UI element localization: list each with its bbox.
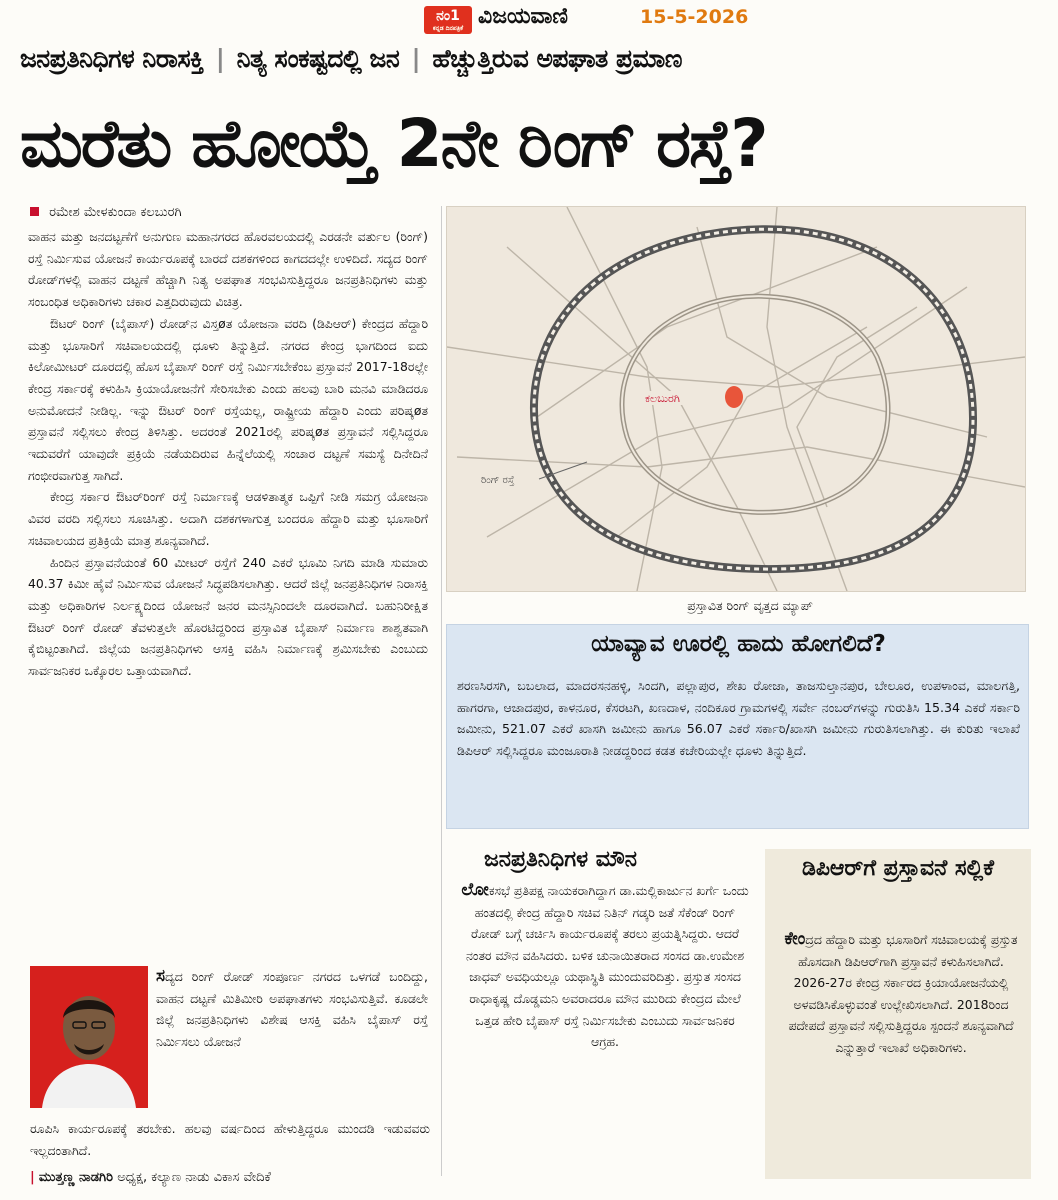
kicker — [20, 44, 1040, 88]
byline — [30, 205, 182, 220]
proposed-ring-road-dashes — [534, 229, 973, 569]
quote-author — [30, 1170, 271, 1185]
dpr-title: ಡಿಪಿಆರ್‌ಗೆ ಪ್ರಸ್ತಾವನೆ ಸಲ್ಲಿಕೆ — [801, 856, 995, 881]
kicker-part-2: ನಿತ್ಯ ಸಂಕಷ್ಟದಲ್ಲಿ ಜನ — [236, 44, 400, 73]
paper-name: ವಿಜಯವಾಣಿ — [478, 4, 569, 29]
silence-title: ಜನಪ್ರತಿನಿಧಿಗಳ ಮೌನ — [484, 847, 638, 872]
byline-text: ರಮೇಶ ಮೇಳಕುಂದಾ ಕಲಬುರಗಿ — [49, 205, 182, 220]
quote-text-bottom: ರೂಪಿಸಿ ಕಾರ್ಯರೂಪಕ್ಕೆ ತರಬೇಕು. ಹಲವು ವರ್ಷದಿಂದ ಹೇಳುತ್ತಿದ್ದರೂ ಮುಂದಡಿ ಇಡುವವರು ಇಲ್ಲದಂತಾಗಿದೆ. — [30, 1121, 430, 1158]
article-body — [28, 226, 428, 956]
quote-drop-cap: ಸ — [156, 966, 166, 986]
byline-bullet-icon — [30, 207, 39, 216]
villages-text: ಶರಣಸಿರಸಗಿ, ಬಬಲಾದ, ಮಾದರಸನಹಳ್ಳಿ, ಸಿಂದಗಿ, ಪಲ್ಲಾಪುರ, ಶೇಖ ರೋಜಾ, ತಾಜಸುಲ್ತಾನಪುರ, ಬೇಲೂರ, ಉಪಳಾಂವ, ಮಾಲಗತ್ತಿ, ಹಾಗರಗಾ, ಆಜಾದಪುರ, ಕಾಳನೂರ, ಕೆಸರಟಗಿ, ಖಣದಾಳ, ನಂದಿಕೂರ ಗ್ರಾಮಗಳಲ್ಲಿ ಸರ್ವೇ ನಂಬರ್‌ಗಳನ್ನು ಗುರುತಿಸಿ 15.34 ಎಕರೆ ಸರ್ಕಾರಿ ಜಮೀನು, 521.07 ಎಕರೆ ಖಾಸಗಿ ಜಮೀನು ಹಾಗೂ 56.07 ಎಕರೆ ಸರ್ಕಾರಿ/ಖಾಸಗಿ ಜಮೀನು ಗುರುತಿಸಲಾಗಿತ್ತು. ಈ ಕುರಿತು ಇಲಾಖೆ ಡಿಪಿಆರ್ ಸಲ್ಲಿಸಿದ್ದರೂ ಮಂಜೂರಾತಿ ನೀಡದ್ದರಿಂದ ಕಡತ ಕಚೇರಿಯಲ್ಲೇ ಧೂಳು ತಿನ್ನುತ್ತಿದೆ. — [457, 678, 1020, 758]
dpr-text: ದ್ರದ ಹೆದ್ದಾರಿ ಮತ್ತು ಭೂಸಾರಿಗೆ ಸಚಿವಾಲಯಕ್ಕೆ ಪ್ರಸ್ತುತ ಹೊಸದಾಗಿ ಡಿಪಿಆರ್‌ಗಾಗಿ ಪ್ರಸ್ತಾವನೆ ಕಳುಹಿಸಲಾಗಿದೆ. 2026-27ರ ಕೇಂದ್ರ ಸರ್ಕಾರದ ಕ್ರಿಯಾಯೋಜನೆಯಲ್ಲಿ ಅಳವಡಿಸಿಕೊಳ್ಳುವಂತೆ ಉಲ್ಲೇಖಿಸಲಾಗಿದೆ. 2018ರಿಂದ ಪದೇಪದೆ ಪ್ರಸ್ತಾವನೆ ಸಲ್ಲಿಸುತ್ತಿದ್ದರೂ ಸ್ಪಂದನೆ ಶೂನ್ಯವಾಗಿದೆ ಎನ್ನುತ್ತಾರೆ ಇಲಾಖೆ ಅಧಿಕಾರಿಗಳು. — [788, 932, 1018, 1055]
kicker-separator: | — [215, 44, 225, 73]
body-paragraph: ವಾಹನ ಮತ್ತು ಜನದಟ್ಟಣೆಗೆ ಅನುಗುಣ ಮಹಾನಗರದ ಹೊರವಲಯದಲ್ಲಿ ಎರಡನೇ ವರ್ತುಲ (ರಿಂಗ್) ರಸ್ತೆ ನಿರ್ಮಿಸುವ ಯೋಜನೆ ಕಾರ್ಯರೂಪಕ್ಕೆ ಬಾರದೆ ದಶಕಗಳಿಂದ ಕಾಗದದಲ್ಲೇ ಉಳಿದಿದೆ. ಸದ್ಯದ ರಿಂಗ್ ರೋಡ್‌ಗಳಲ್ಲಿ ವಾಹನ ದಟ್ಟಣೆ ಹೆಚ್ಚಾಗಿ ನಿತ್ಯ ಅಪಘಾತ ಸಂಭವಿಸುತ್ತಿದ್ದರೂ ಜನಪ್ರತಿನಿಧಿಗಳು ಮತ್ತು ಸಂಬಂಧಿತ ಅಧಿಕಾರಿಗಳು ಚಕಾರ ಎತ್ತದಿರುವುದು ವಿಚಿತ್ರ. — [28, 229, 428, 310]
body-paragraph: ಹಿಂದಿನ ಪ್ರಸ್ತಾವನೆಯಂತೆ 60 ಮೀಟರ್ ರಸ್ತೆಗೆ 240 ಎಕರೆ ಭೂಮಿ ನಿಗದಿ ಮಾಡಿ ಸುಮಾರು 40.37 ಕಿಮೀ ಹೈವೆ ನಿರ್ಮಿಸುವ ಯೋಜನೆ ಸಿದ್ಧಪಡಿಸಲಾಗಿತ್ತು. ಆದರೆ ಜಿಲ್ಲೆ ಜನಪ್ರತಿನಿಧಿಗಳ ನಿರಾಸಕ್ತಿ ಮತ್ತು ಅಧಿಕಾರಿಗಳ ನಿರ್ಲಕ್ಷ್ಯದಿಂದ ಯೋಜನೆ ಜನರ ಮನಸ್ಸಿನಿಂದಲೇ ದೂರವಾಗಿದೆ. ಬಹುನಿರೀಕ್ಷಿತ ಔಟರ್ ರಿಂಗ್ ರೋಡ್ ತೆವಳುತ್ತಲೇ ಹೊರಟಿದ್ದರಿಂದ ಪ್ರಸ್ತಾವಿತ ಬೈಪಾಸ್ ನಿರ್ಮಾಣ ಶಾಶ್ವತವಾಗಿ ಕೈಬಿಟ್ಟಂತಾಗಿದೆ. ಜಿಲ್ಲೆಯ ಜನಪ್ರತಿನಿಧಿಗಳು ಆಸಕ್ತಿ ವಹಿಸಿ ನಿರ್ಮಾಣಕ್ಕೆ ಶ್ರಮಿಸಬೇಕು ಎಂಬುದು ಸಾರ್ವಜನಿಕರ ಒಕ್ಕೊರಲ ಒತ್ತಾಯವಾಗಿದೆ. — [28, 554, 428, 679]
villages-title: ಯಾವ್ಯಾವ ಊರಲ್ಲಿ ಹಾದು ಹೋಗಲಿದೆ? — [591, 631, 886, 657]
author-name: ಮುತ್ತಣ್ಣ ನಾಡಗಿರಿ — [38, 1170, 114, 1185]
dpr-box — [765, 849, 1031, 1179]
silence-drop-cap: ಲೋ — [461, 880, 489, 900]
logo-text: ನಂ1 — [436, 8, 460, 24]
author-bar: | — [30, 1170, 35, 1185]
body-paragraph: ಕೇಂದ್ರ ಸರ್ಕಾರ ಔಟರ್‌ರಿಂಗ್ ರಸ್ತೆ ನಿರ್ಮಾಣಕ್ಕೆ ಆಡಳಿತಾತ್ಮಕ ಒಪ್ಪಿಗೆ ನೀಡಿ ಸಮಗ್ರ ಯೋಜನಾ ವಿವರ ವರದಿ ಸಲ್ಲಿಸಲು ಸೂಚಿಸಿತ್ತು. ಅದಾಗಿ ದಶಕಗಳಾಗುತ್ತ ಬಂದರೂ ಹೆದ್ದಾರಿ ಮತ್ತು ಭೂಸಾರಿಗೆ ಸಚಿವಾಲಯದ ಪ್ರತಿಕ್ರಿಯೆ ಮಾತ್ರ ಶೂನ್ಯವಾಗಿದೆ. — [28, 489, 428, 548]
ring-road-label: ರಿಂಗ್ ರಸ್ತೆ — [481, 475, 515, 486]
kicker-separator: | — [411, 44, 421, 73]
villages-box — [446, 624, 1029, 829]
dpr-text-block — [781, 929, 1021, 1059]
quote-text-block — [156, 966, 428, 1052]
map-graphic — [447, 207, 1025, 591]
city-center-marker — [725, 386, 743, 408]
author-role: ಅಧ್ಯಕ್ಷ, ಕಲ್ಯಾಣ ನಾಡು ವಿಕಾಸ ವೇದಿಕೆ — [117, 1170, 271, 1185]
kicker-part-3: ಹೆಚ್ಚುತ್ತಿರುವ ಅಪಘಾತ ಪ್ರಮಾಣ — [432, 44, 682, 73]
body-paragraph: ಔಟರ್ ರಿಂಗ್ (ಬೈಪಾಸ್) ರೋಡ್‌ನ ವಿಸ್ತøತ ಯೋಜನಾ ವರದಿ (ಡಿಪಿಆರ್) ಕೇಂದ್ರದ ಹೆದ್ದಾರಿ ಮತ್ತು ಭೂಸಾರಿಗೆ ಸಚಿವಾಲಯದಲ್ಲಿ ಧೂಳು ತಿನ್ನುತ್ತಿದೆ. ನಗರದ ಕೇಂದ್ರ ಭಾಗದಿಂದ ಐದು ಕಿಲೋಮೀಟರ್ ದೂರದಲ್ಲಿ ಹೊಸ ಬೈಪಾಸ್ ರಿಂಗ್ ರಸ್ತೆ ನಿರ್ಮಿಸಬೇಕೆಂಬ ಪ್ರಸ್ತಾವನೆ 2017-18ರಲ್ಲೇ ಕೇಂದ್ರ ಸರ್ಕಾರಕ್ಕೆ ಕಳುಹಿಸಿ ಕ್ರಿಯಾಯೋಜನೆಗೆ ಸೇರಿಸಬೇಕು ಎಂದು ಹಲವು ಬಾರಿ ಮನವಿ ಮಾಡಿದರೂ ಅನುಮೋದನೆ ನೀಡಿಲ್ಲ. ಇನ್ನು ಔಟರ್ ರಿಂಗ್ ರಸ್ತೆಯಲ್ಲ, ರಾಷ್ಟ್ರೀಯ ಹೆದ್ದಾರಿ ಎಂದು ಪರಿಷ್ಕøತ ಪ್ರಸ್ತಾವನೆ ಸಲ್ಲಿಸಲು ಕೇಂದ್ರ ತಿಳಿಸಿತ್ತು. ಅದರಂತೆ 2021ರಲ್ಲಿ ಪರಿಷ್ಕøತ ಪ್ರಸ್ತಾವನೆ ಸಲ್ಲಿಸಿದ್ದರೂ ಇದುವರೆಗೆ ಯಾವುದೇ ಪ್ರಕ್ರಿಯೆ ನಡೆಯದಿರುವ ಹಿನ್ನೆಲೆಯಲ್ಲಿ ಸಂಚಾರ ದಟ್ಟಣೆ ಸಮಸ್ಯೆ ದಿನೇದಿನೆ ಗಂಭೀರವಾಗುತ್ತ ಸಾಗಿದೆ. — [28, 315, 428, 483]
portrait-graphic — [30, 966, 148, 1108]
dpr-drop-cap: ಕೇಂ — [784, 929, 806, 949]
quote-text-top: ದ್ಯದ ರಿಂಗ್ ರೋಡ್ ಸಂಪೂರ್ಣ ನಗರದ ಒಳಗಡೆ ಬಂದಿದ್ದು, ವಾಹನ ದಟ್ಟಣೆ ಮಿತಿಮೀರಿ ಅಪಘಾತಗಳು ಸಂಭವಿಸುತ್ತಿವೆ. ಕೂಡಲೇ ಜಿಲ್ಲೆ ಜನಪ್ರತಿನಿಧಿಗಳು ವಿಶೇಷ ಆಸಕ್ತಿ ವಹಿಸಿ ಬೈಪಾಸ್ ರಸ್ತೆ ನಿರ್ಮಿಸಲು ಯೋಜನೆ — [156, 969, 428, 1049]
newspaper-logo — [424, 6, 472, 34]
person-photo — [30, 966, 148, 1108]
silence-text: ಕಸಭೆ ಪ್ರತಿಪಕ್ಷ ನಾಯಕರಾಗಿದ್ದಾಗ ಡಾ.ಮಲ್ಲಿಕಾರ್ಜುನ ಖರ್ಗೆ ಒಂದು ಹಂತದಲ್ಲಿ ಕೇಂದ್ರ ಹೆದ್ದಾರಿ ಸಚಿವ ನಿತಿನ್ ಗಡ್ಕರಿ ಜತೆ ಸೆಕೆಂಡ್ ರಿಂಗ್ ರೋಡ್ ಬಗ್ಗೆ ಚರ್ಚಿಸಿ ಕಾರ್ಯರೂಪಕ್ಕೆ ತರಲು ಪ್ರಯತ್ನಿಸಿದ್ದರು. ಆದರೆ ನಂತರ ಮೌನ ವಹಿಸಿದರು. ಬಳಿಕ ಚುನಾಯಿತರಾದ ಸಂಸದ ಡಾ.ಉಮೇಶ ಜಾಧವ್ ಅವಧಿಯಲ್ಲೂ ಯಥಾಸ್ಥಿತಿ ಮುಂದುವರಿದಿತ್ತು. ಪ್ರಸ್ತುತ ಸಂಸದ ರಾಧಾಕೃಷ್ಣ ದೊಡ್ಡಮನಿ ಅವರಾದರೂ ಮೌನ ಮುರಿದು ಕೇಂದ್ರದ ಮೇಲೆ ಒತ್ತಡ ಹೇರಿ ಬೈಪಾಸ್ ರಸ್ತೆ ನಿರ್ಮಿಸಬೇಕು ಎಂಬುದು ಸಾರ್ವಜನಿಕರ ಆಗ್ರಹ. — [465, 883, 749, 1050]
masthead — [0, 0, 1058, 38]
silence-text-block — [460, 880, 750, 1053]
ring-road-map — [446, 206, 1026, 592]
column-divider — [441, 206, 442, 1176]
city-label: ಕಲಬುರಗಿ — [645, 392, 680, 405]
paper-date: 15-5-2026 — [640, 6, 749, 28]
kicker-part-1: ಜನಪ್ರತಿನಿಧಿಗಳ ನಿರಾಸಕ್ತಿ — [20, 44, 204, 73]
logo-subtext: ಕನ್ನಡ ದಿನಪತ್ರಿಕೆ — [432, 25, 464, 32]
map-caption: ಪ್ರಸ್ತಾವಿತ ರಿಂಗ್ ವೃತ್ತದ ಮ್ಯಾಪ್ — [687, 598, 813, 613]
headline: ಮರೆತು ಹೋಯ್ತೆ 2ನೇ ರಿಂಗ್ ರಸ್ತೆ? — [20, 105, 767, 182]
